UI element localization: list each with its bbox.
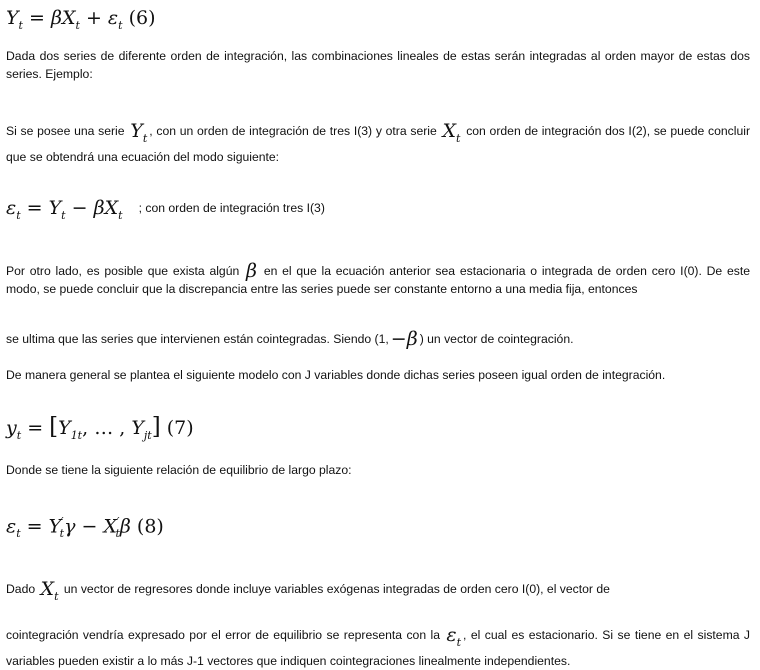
eqe-eps-sub: t [16,208,21,222]
p2-y-symbol [128,120,149,145]
eq8-x-prime: ′ [116,515,120,528]
eq6-lhs: Y [6,7,19,29]
eq7-y1-sub: 1t [70,428,83,442]
p4-text-2: ) un vector de cointegración. [419,332,574,346]
eq8-y-sub: t [59,527,65,541]
p7-text-1: Dado [6,582,36,596]
p3-text-2: en el que la ecuación anterior sea estacionaria o integrada de orden cero I(0). De este modo, se puede concluir que la discrepancia entre las series puede ser constante entorno a una media fija, entonces [6,264,751,296]
p7-text-2: un vector de regresores donde incluye variables exógenas integradas de orden cero I(0), el vector de [63,582,610,596]
paragraph-general-model: De manera general se plantea el siguiente modelo con J variables donde dichas series poseen igual orden de integración. [6,368,666,382]
p3-beta: β [246,260,258,282]
eqe-beta: β [93,197,105,219]
eq8-eps: ε [6,515,17,538]
eq8-beta: β [119,515,131,538]
equation-8 [6,510,164,546]
eq8-y-prime: ′ [61,515,64,528]
p7-x: X [40,578,55,600]
p2-x-sub: t [456,131,461,145]
p2-text-2: , con un orden de integración de tres I(3) y otra serie [149,124,437,138]
paragraph-intro: Dada dos series de diferente orden de integración, las combinaciones lineales de estas serán integradas al orden mayor de estas dos series. Ejemplo: [6,49,750,81]
eq7-lhs: y [6,417,17,439]
eq6-number: (6) [122,7,156,29]
eqe-y: Y [48,197,62,219]
p8-eps-sub: t [456,635,462,649]
p3-text-1: Por otro lado, es posible que exista algún [6,264,240,278]
p2-y-sub: t [142,131,148,145]
eq7-lhs-sub: t [16,428,22,442]
eqe-x: X [104,197,119,219]
eq8-equals: = [20,515,49,538]
eq7-equals: = [21,417,50,439]
eq8-eps-sub: t [16,527,21,541]
p2-y: Y [130,120,143,142]
eq6-beta: β [50,7,62,29]
eq7-open-bracket: [ [49,414,59,440]
p2-text-1: Si se posee una serie [6,124,125,138]
eqe-x-sub: t [118,208,123,222]
eq8-x-sub: t [115,527,120,541]
p2-x: X [442,120,457,142]
eq6-x: X [61,7,76,29]
paragraph-regressors [6,580,750,606]
eq7-yj: Y [131,417,144,439]
eq8-number: (8) [130,515,164,538]
eq6-eps: ε [107,7,119,29]
paragraph-cointegration-vector [6,626,750,670]
p7-x-sub: t [54,589,59,603]
eq6-plus: + [79,7,108,29]
equation-6 [6,6,156,38]
p8-eps: ε [446,624,457,646]
p4-neg-beta: −β [390,328,418,350]
eq6-eps-sub: t [118,18,123,32]
eq7-yj-sub: jt [143,428,152,442]
eqe-eps: ε [6,197,17,219]
p7-x-symbol [39,578,61,603]
eq8-x: X [103,515,117,538]
eq7-y1: Y [58,417,71,439]
eqe-equals: = [20,197,49,219]
paragraph-beta [6,262,750,298]
equation-7 [6,415,194,448]
eq7-close-bracket: ] [151,414,161,440]
eq8-gamma: γ [64,515,76,538]
eq8-y: Y [48,515,62,538]
p4-text-1: se ultima que las series que intervienen están cointegradas. Siendo (1, [6,332,389,346]
p8-text-2: , el cual es estacionario. Si se tiene en el sistema J variables pueden existir a lo más J-1 vectores que indiquen cointegraciones linealmente independientes. [6,628,751,668]
eqe-y-sub: t [61,208,66,222]
eq8-minus: − [75,515,104,538]
eq6-x-sub: t [75,18,80,32]
eq6-equals: = [29,7,51,29]
p8-text-1: cointegración vendría expresado por el error de equilibrio se representa con la [6,628,440,642]
eqe-note: ; con orden de integración tres I(3) [138,201,325,215]
equation-epsilon [6,196,325,228]
eq7-dots: , … , [82,417,132,439]
p8-eps-symbol [444,624,463,649]
paragraph-series [6,122,750,166]
p2-text-3: con orden de integración dos I(2), se puede concluir que se obtendrá una ecuación del modo siguiente: [6,124,751,164]
p2-x-symbol [441,120,463,145]
eq6-lhs-sub: t [18,18,23,32]
eq7-number: (7) [160,417,194,439]
paragraph-cointegrated [6,330,574,348]
eqe-minus: − [65,197,94,219]
paragraph-equilibrium: Donde se tiene la siguiente relación de equilibrio de largo plazo: [6,463,352,477]
